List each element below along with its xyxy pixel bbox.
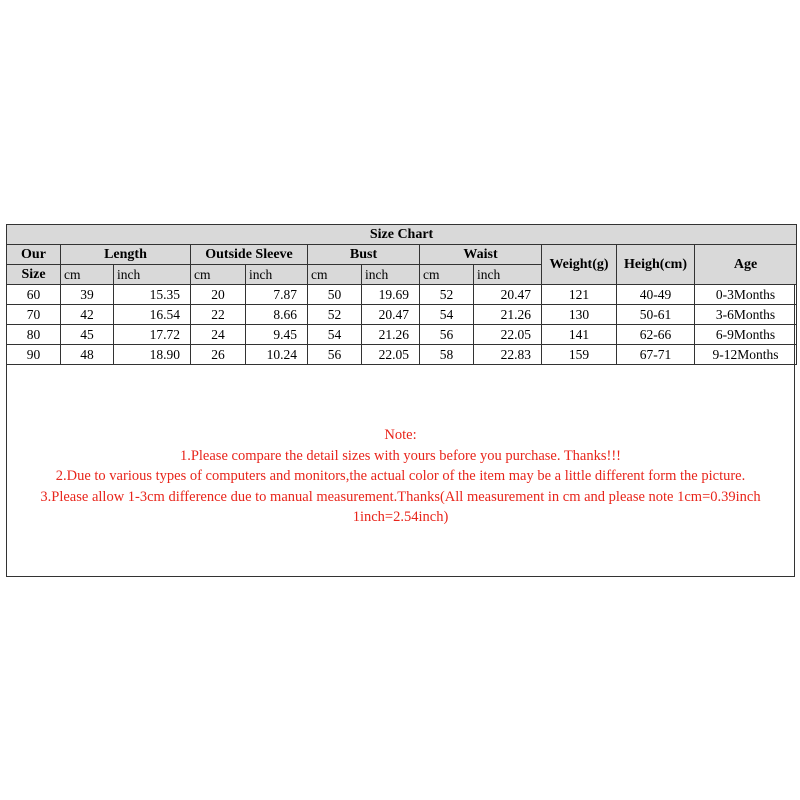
note-heading: Note: bbox=[384, 427, 417, 443]
table-cell: 50 bbox=[308, 285, 362, 305]
unit-inch: inch bbox=[114, 265, 191, 285]
header-our-size: Our bbox=[7, 245, 61, 265]
table-cell: 52 bbox=[420, 285, 474, 305]
table-row bbox=[7, 305, 797, 325]
unit-cm: cm bbox=[191, 265, 246, 285]
table-cell: 20 bbox=[191, 285, 246, 305]
note-3: 3.Please allow 1-3cm difference due to manual measurement.Thanks(All measurement in cm and please note 1cm=0.39inch bbox=[40, 488, 761, 505]
table-cell: 18.90 bbox=[114, 345, 191, 365]
table-cell: 40-49 bbox=[617, 285, 695, 305]
table-cell: 56 bbox=[308, 345, 362, 365]
table-cell: 6-9Months bbox=[695, 325, 797, 345]
unit-cm: cm bbox=[61, 265, 114, 285]
note-1: 1.Please compare the detail sizes with yours before you purchase. Thanks!!! bbox=[179, 447, 622, 464]
table-cell: 80 bbox=[7, 325, 61, 345]
unit-cm: cm bbox=[308, 265, 362, 285]
table-row bbox=[7, 325, 797, 345]
table-cell: 45 bbox=[61, 325, 114, 345]
table-cell: 48 bbox=[61, 345, 114, 365]
unit-inch: inch bbox=[246, 265, 308, 285]
header-sleeve: Outside Sleeve bbox=[191, 245, 308, 265]
unit-inch: inch bbox=[474, 265, 542, 285]
header-waist: Waist bbox=[420, 245, 542, 265]
table-cell: 56 bbox=[420, 325, 474, 345]
header-age: Age bbox=[695, 245, 797, 285]
table-cell: 141 bbox=[542, 325, 617, 345]
table-cell: 20.47 bbox=[362, 305, 420, 325]
notes bbox=[6, 425, 795, 528]
table-cell: 58 bbox=[420, 345, 474, 365]
table-cell: 10.24 bbox=[246, 345, 308, 365]
table-row bbox=[7, 345, 797, 365]
header-length: Length bbox=[61, 245, 191, 265]
header-height: Heigh(cm) bbox=[617, 245, 695, 285]
table-cell: 22.05 bbox=[474, 325, 542, 345]
table-cell: 22.83 bbox=[474, 345, 542, 365]
header-bust: Bust bbox=[308, 245, 420, 265]
note-2: 2.Due to various types of computers and monitors,the actual color of the item may be a little different form the picture. bbox=[55, 468, 746, 484]
table-cell: 24 bbox=[191, 325, 246, 345]
header-weight: Weight(g) bbox=[542, 245, 617, 285]
table-cell: 26 bbox=[191, 345, 246, 365]
table-cell: 70 bbox=[7, 305, 61, 325]
table-cell: 7.87 bbox=[246, 285, 308, 305]
table-title: Size Chart bbox=[7, 225, 797, 245]
table-cell: 16.54 bbox=[114, 305, 191, 325]
table-cell: 19.69 bbox=[362, 285, 420, 305]
table-cell: 21.26 bbox=[362, 325, 420, 345]
table-cell: 62-66 bbox=[617, 325, 695, 345]
table-cell: 39 bbox=[61, 285, 114, 305]
table-cell: 17.72 bbox=[114, 325, 191, 345]
table-cell: 90 bbox=[7, 345, 61, 365]
unit-inch: inch bbox=[362, 265, 420, 285]
table-cell: 42 bbox=[61, 305, 114, 325]
table-cell: 0-3Months bbox=[695, 285, 797, 305]
table-cell: 22 bbox=[191, 305, 246, 325]
table-cell: 54 bbox=[420, 305, 474, 325]
table-cell: 15.35 bbox=[114, 285, 191, 305]
table-cell: 52 bbox=[308, 305, 362, 325]
unit-cm: cm bbox=[420, 265, 474, 285]
table-row bbox=[7, 285, 797, 305]
table-cell: 9-12Months bbox=[695, 345, 797, 365]
table-cell: 20.47 bbox=[474, 285, 542, 305]
table-cell: 54 bbox=[308, 325, 362, 345]
table-cell: 130 bbox=[542, 305, 617, 325]
note-3-cont: 1inch=2.54inch) bbox=[352, 509, 449, 525]
table-cell: 9.45 bbox=[246, 325, 308, 345]
table-cell: 121 bbox=[542, 285, 617, 305]
table-cell: 159 bbox=[542, 345, 617, 365]
table-cell: 60 bbox=[7, 285, 61, 305]
table-cell: 22.05 bbox=[362, 345, 420, 365]
table-cell: 3-6Months bbox=[695, 305, 797, 325]
table-cell: 67-71 bbox=[617, 345, 695, 365]
table-cell: 50-61 bbox=[617, 305, 695, 325]
header-size: Size bbox=[7, 265, 61, 285]
table-cell: 21.26 bbox=[474, 305, 542, 325]
size-chart-table bbox=[6, 224, 797, 365]
table-cell: 8.66 bbox=[246, 305, 308, 325]
